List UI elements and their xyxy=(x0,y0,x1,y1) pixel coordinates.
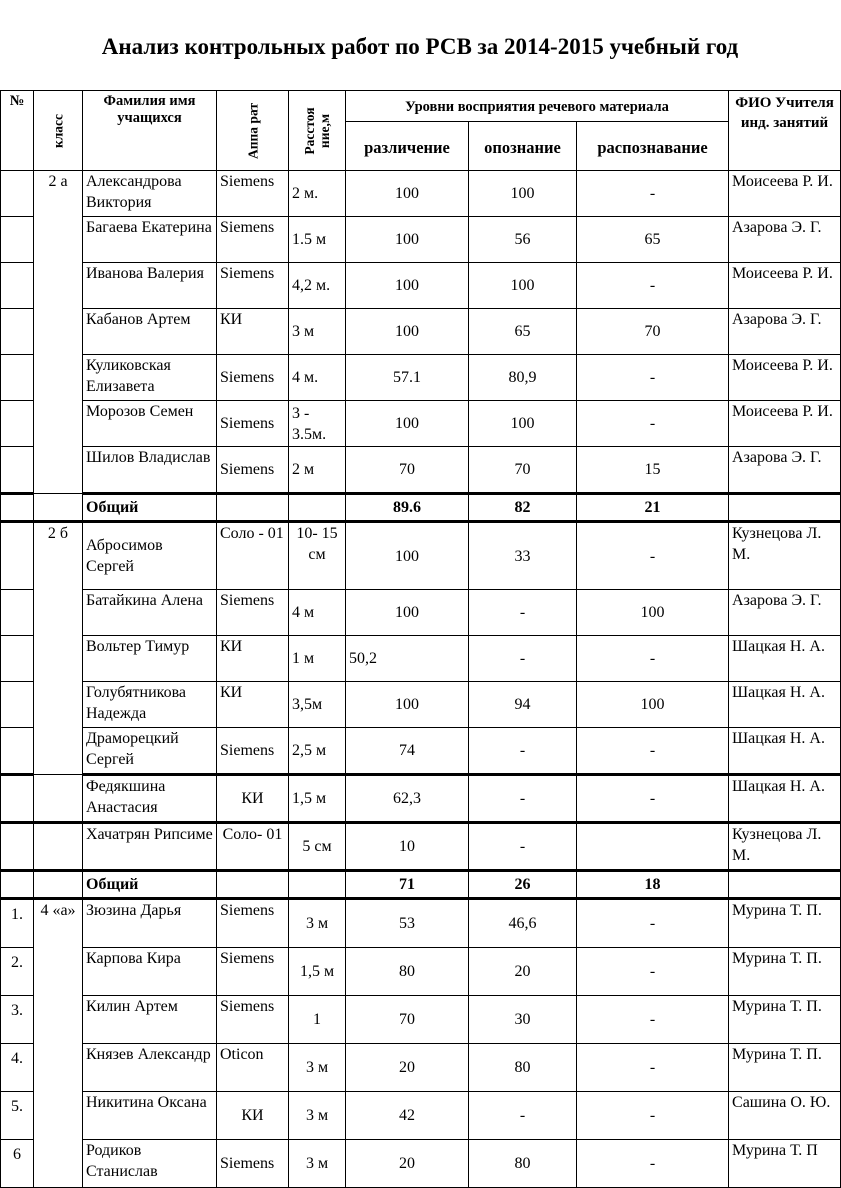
header-device: Аппа рат xyxy=(217,91,289,171)
table-row: Федякшина Анастасия КИ 1,5 м 62,3 - - Шацкая Н. А. xyxy=(1,775,841,823)
table-row: Драморецкий Сергей Siemens 2,5 м 74 - - Шацкая Н. А. xyxy=(1,728,841,775)
table-row: Хачатрян Рипсиме Соло- 01 5 см 10 - Кузнецова Л. М. xyxy=(1,823,841,871)
page-title: Анализ контрольных работ по РСВ за 2014-2015 учебный год xyxy=(101,34,739,59)
table-row: Батайкина Алена Siemens 4 м 100 - 100 Азарова Э. Г. xyxy=(1,590,841,636)
table-row: Вольтер Тимур КИ 1 м 50,2 - - Шацкая Н. А. xyxy=(1,636,841,682)
results-table xyxy=(0,90,841,1188)
header-distance: Расстоя ние,м xyxy=(289,91,346,171)
class-cell: 4 «а» xyxy=(34,899,83,1188)
table-row: 3. Килин Артем Siemens 1 70 30 - Мурина Т. П. xyxy=(1,996,841,1044)
table-row: 2 б Абросимов Сергей Соло - 01 10- 15 см 100 33 - Кузнецова Л. М. xyxy=(1,522,841,590)
total-row: Общий 89.6 82 21 xyxy=(1,494,841,522)
header-name: Фамилия имя учащихся xyxy=(83,91,217,171)
table-row: 2. Карпова Кира Siemens 1,5 м 80 20 - Мурина Т. П. xyxy=(1,948,841,996)
class-cell: 2 б xyxy=(34,522,83,775)
table-row: 6 Родиков Станислав Siemens 3 м 20 80 - Мурина Т. П xyxy=(1,1140,841,1188)
header-diff: различение xyxy=(346,122,469,171)
class-cell: 2 а xyxy=(34,171,83,494)
table-row: Шилов Владислав Siemens 2 м 70 70 15 Азарова Э. Г. xyxy=(1,447,841,494)
table-row: 1. 4 «а» Зюзина Дарья Siemens 3 м 53 46,6 - Мурина Т. П. xyxy=(1,899,841,948)
table-row: Голубятникова Надежда КИ 3,5м 100 94 100 Шацкая Н. А. xyxy=(1,682,841,728)
table-row: Куликовская Елизавета Siemens 4 м. 57.1 80,9 - Моисеева Р. И. xyxy=(1,355,841,401)
table-row: Багаева Екатерина Siemens 1.5 м 100 56 65 Азарова Э. Г. xyxy=(1,217,841,263)
header-num: № xyxy=(1,91,34,171)
table-row: 2 а Александрова Виктория Siemens 2 м. 100 100 - Моисеева Р. И. xyxy=(1,171,841,217)
table-row: Иванова Валерия Siemens 4,2 м. 100 100 - Моисеева Р. И. xyxy=(1,263,841,309)
header-levels: Уровни восприятия речевого материала xyxy=(346,91,729,122)
table-row: 5. Никитина Оксана КИ 3 м 42 - - Сашина О. Ю. xyxy=(1,1092,841,1140)
table-row: 4. Князев Александр Oticon 3 м 20 80 - Мурина Т. П. xyxy=(1,1044,841,1092)
table-row: Морозов Семен Siemens 3 - 3.5м. 100 100 - Моисеева Р. И. xyxy=(1,401,841,447)
header-class: класс xyxy=(34,91,83,171)
header-teacher: ФИО Учителя инд. занятий xyxy=(729,91,841,171)
table-row: Кабанов Артем КИ 3 м 100 65 70 Азарова Э. Г. xyxy=(1,309,841,355)
header-ident: опознание xyxy=(469,122,577,171)
total-row: Общий 71 26 18 xyxy=(1,871,841,899)
header-recog: распознавание xyxy=(577,122,729,171)
